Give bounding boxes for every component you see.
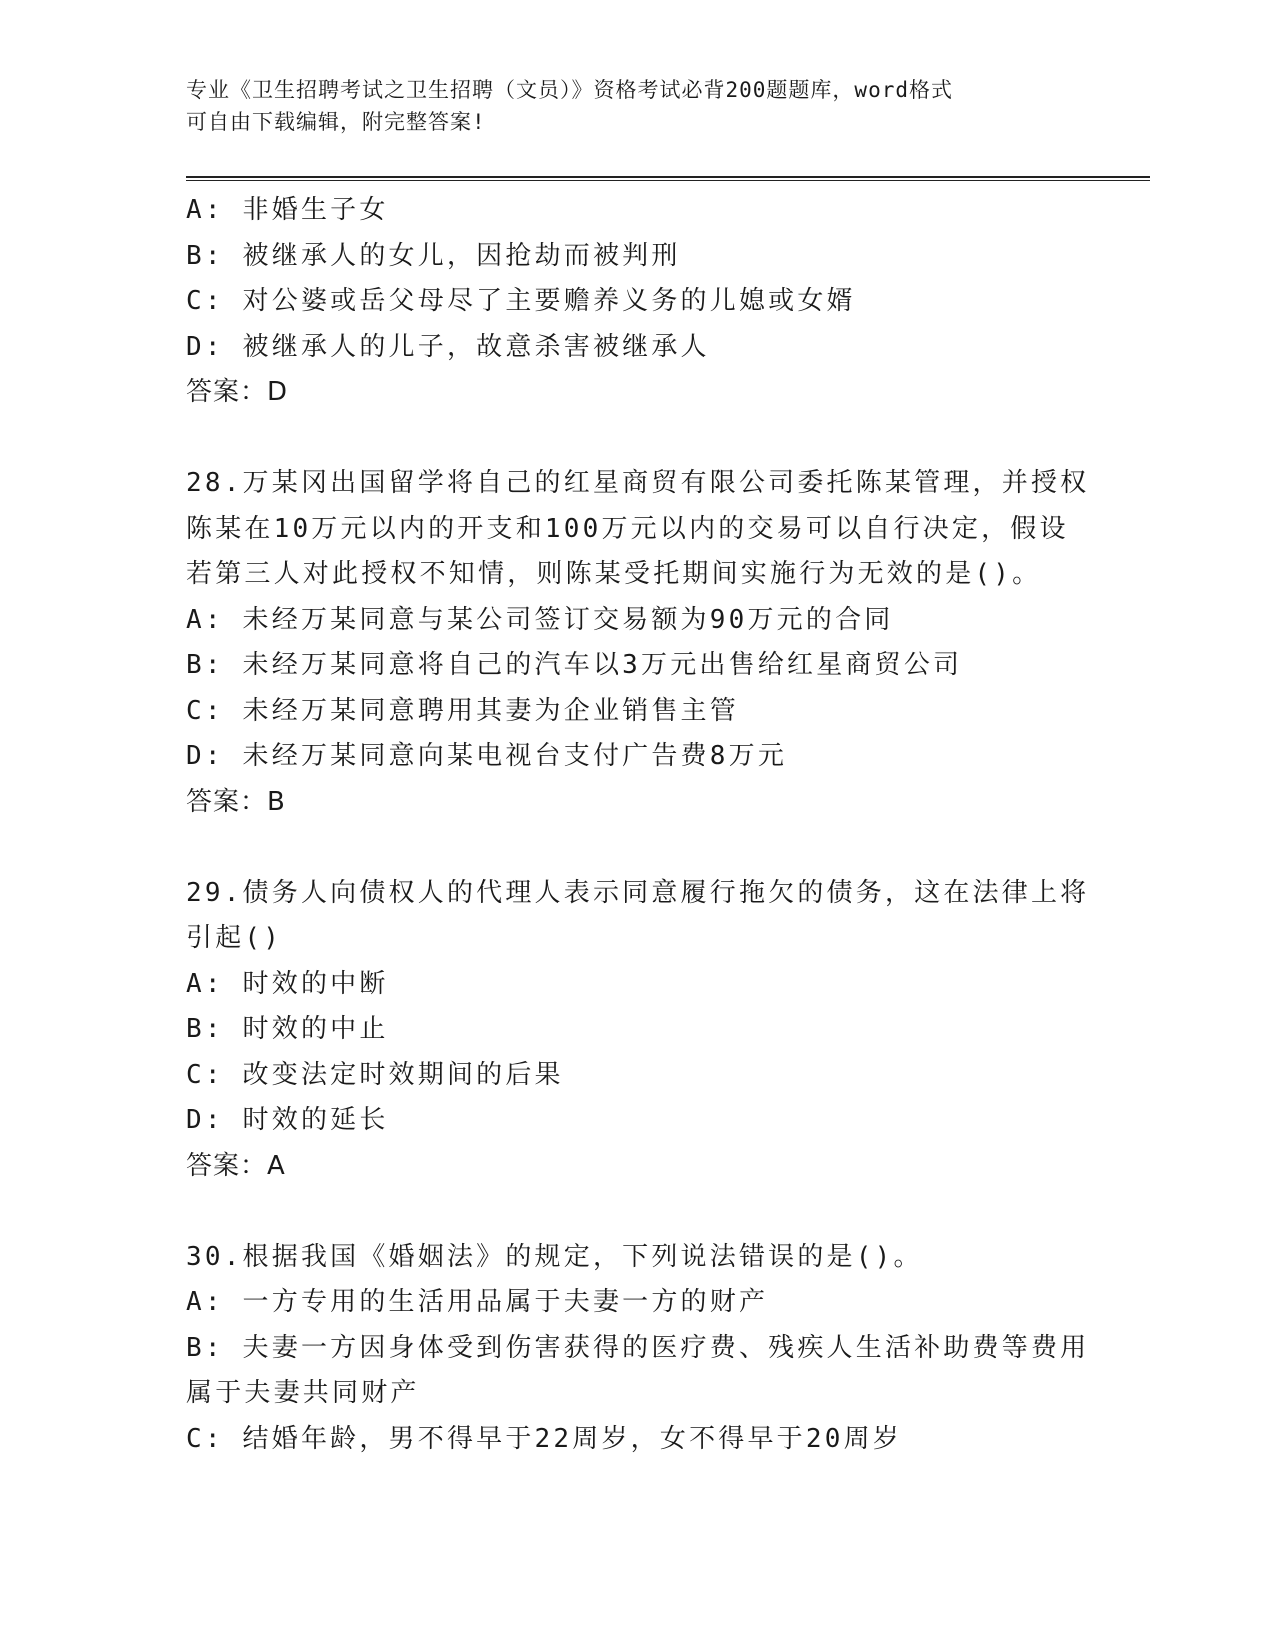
option-c: C: 结婚年龄，男不得早于22周岁，女不得早于20周岁: [186, 1423, 902, 1454]
option-b: B: 被继承人的女儿，因抢劫而被判刑: [186, 240, 681, 271]
option-b-continued: 属于夫妻共同财产: [186, 1378, 420, 1408]
question-stem-line: 28.万某冈出国留学将自己的红星商贸有限公司委托陈某管理，并授权: [186, 468, 1090, 498]
question-30: [186, 1235, 1090, 1463]
answer-label: 答案：D: [186, 377, 289, 407]
option-b: B: 未经万某同意将自己的汽车以3万元出售给红星商贸公司: [186, 650, 963, 680]
option-a: A: 非婚生子女: [186, 195, 389, 225]
header-line-2: 可自由下载编辑，附完整答案!: [186, 110, 486, 134]
answer-label: 答案：A: [186, 1150, 286, 1181]
header-divider: [186, 176, 1150, 181]
question-29: [186, 871, 1090, 1190]
option-b: B: 时效的中止: [186, 1014, 389, 1044]
spacer: [186, 416, 1086, 462]
question-28: [186, 461, 1090, 825]
header-line-1: 专业《卫生招聘考试之卫生招聘（文员）》资格考试必背200题题库，word格式: [186, 78, 953, 102]
question-stem-line: 引起(): [186, 923, 283, 953]
option-a: A: 一方专用的生活用品属于夫妻一方的财产: [186, 1287, 769, 1317]
option-d: D: 时效的延长: [186, 1105, 389, 1135]
option-b: B: 夫妻一方因身体受到伤害获得的医疗费、残疾人生活补助费等费用: [186, 1332, 1090, 1363]
option-c: C: 改变法定时效期间的后果: [186, 1059, 564, 1090]
spacer: [186, 825, 1086, 871]
question-stem-line: 陈某在10万元以内的开支和100万元以内的交易可以自行决定，假设: [186, 513, 1069, 544]
document-header: [186, 74, 1066, 138]
option-a: A: 时效的中断: [186, 968, 389, 999]
answer-label: 答案：B: [186, 786, 286, 817]
question-stem-line: 若第三人对此授权不知情，则陈某受托期间实施行为无效的是()。: [186, 559, 1042, 589]
option-d: D: 未经万某同意向某电视台支付广告费8万元: [186, 741, 788, 771]
option-c: C: 未经万某同意聘用其妻为企业销售主管: [186, 695, 739, 726]
question-list: [186, 188, 1090, 1462]
question-stem-line: 30.根据我国《婚姻法》的规定，下列说法错误的是()。: [186, 1241, 923, 1272]
option-c: C: 对公婆或岳父母尽了主要赡养义务的儿媳或女婿: [186, 286, 856, 316]
spacer: [186, 1189, 1086, 1235]
option-d: D: 被继承人的儿子，故意杀害被继承人: [186, 331, 710, 362]
question-stem-line: 29.债务人向债权人的代理人表示同意履行拖欠的债务，这在法律上将: [186, 877, 1090, 908]
option-a: A: 未经万某同意与某公司签订交易额为90万元的合同: [186, 604, 894, 635]
question-27: [186, 188, 1086, 416]
